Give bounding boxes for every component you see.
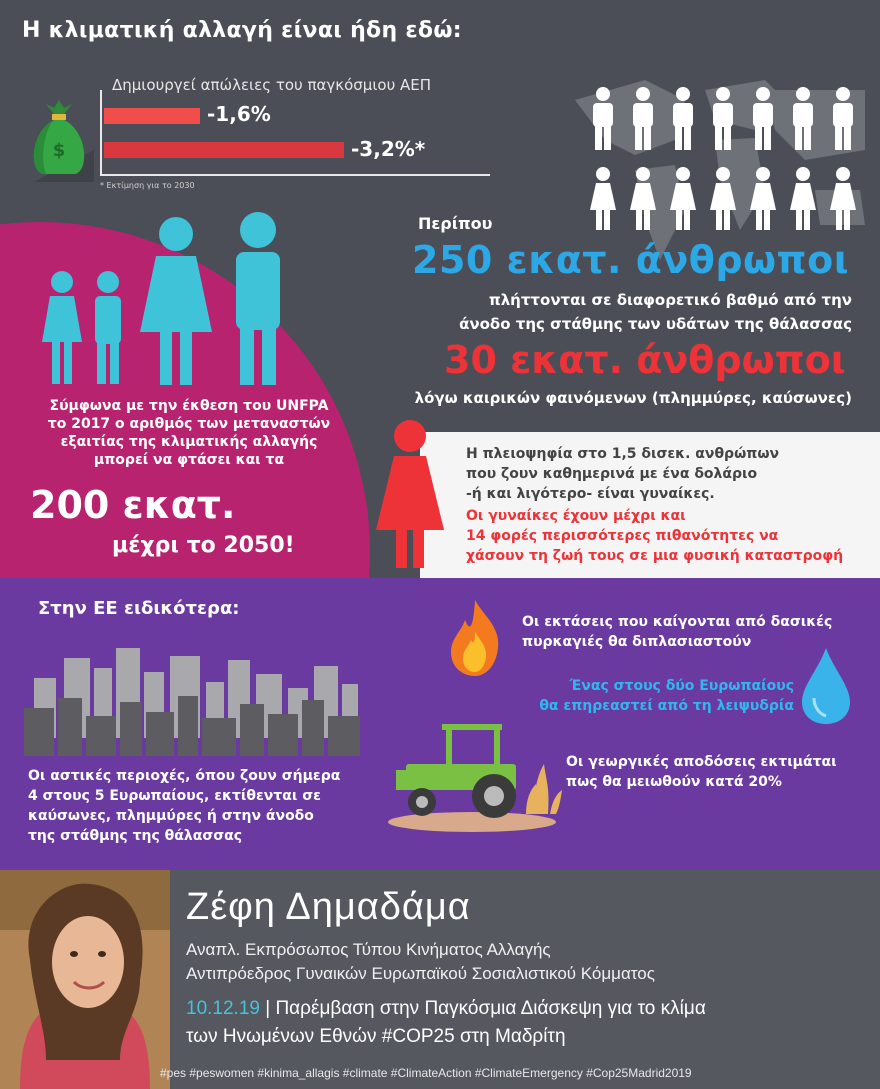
women-highlight-line: 14 φορές περισσότερες πιθανότητες να xyxy=(466,528,779,544)
fire-icon xyxy=(445,598,505,678)
gdp-bar-2020 xyxy=(104,108,200,124)
tractor-icon xyxy=(386,714,566,832)
family-icon xyxy=(40,210,300,385)
gdp-footnote: * Εκτίμηση για το 2030 xyxy=(100,181,195,190)
event-date: 10.12.19 xyxy=(186,998,260,1019)
woman-icon xyxy=(788,166,818,230)
page-title: Η κλιματική αλλαγή είναι ήδη εδώ: xyxy=(22,18,462,43)
sea-level-text: πλήττονται σε διαφορετικό βαθμό από την xyxy=(488,291,852,309)
water-drop-icon xyxy=(800,646,852,726)
eu-section-title: Στην ΕΕ ειδικότερα: xyxy=(38,598,240,619)
event-line: των Ηνωμένων Εθνών #COP25 στη Μαδρίτη xyxy=(186,1026,566,1047)
drought-line: Ένας στους δύο Ευρωπαίους xyxy=(569,678,794,694)
eu-section xyxy=(0,578,880,870)
people-row xyxy=(588,166,860,230)
svg-text:$: $ xyxy=(52,140,66,161)
wildfires-text xyxy=(522,612,832,652)
gdp-chart-subtitle: Δημιουργεί απώλειες του παγκόσμιου ΑΕΠ xyxy=(112,76,432,94)
urban-areas-line: καύσωνες, πλημμύρες ή στην άνοδο xyxy=(28,808,314,824)
agriculture-text xyxy=(566,752,837,792)
woman-icon xyxy=(370,418,450,568)
person-icon xyxy=(708,86,738,150)
women-text xyxy=(466,444,779,504)
event-line xyxy=(186,998,706,1020)
wildfires-line: πυρκαγιές θα διπλασιαστούν xyxy=(522,634,752,650)
urban-areas-line: της στάθμης της θάλασσας xyxy=(28,828,243,844)
urban-areas-text xyxy=(28,766,378,846)
speaker-name: Ζέφη Δημαδάμα xyxy=(186,886,471,928)
person-icon xyxy=(788,86,818,150)
speaker-photo xyxy=(0,870,170,1089)
woman-icon xyxy=(708,166,738,230)
sea-level-text: άνοδο της στάθμης των υδάτων της θάλασσας xyxy=(459,315,852,333)
person-icon xyxy=(748,86,778,150)
woman-icon xyxy=(828,166,858,230)
women-text-line: -ή και λιγότερο- είναι γυναίκες. xyxy=(466,486,715,502)
migrants-text-line: το 2017 ο αριθμός των μεταναστών xyxy=(47,416,331,432)
migrants-text-line: μπορεί να φτάσει και τα xyxy=(93,452,285,468)
woman-icon xyxy=(628,166,658,230)
women-text-line: Η πλειοψηφία στο 1,5 δισεκ. ανθρώπων xyxy=(466,446,780,462)
drought-line: θα επηρεαστεί από τη λειψυδρία xyxy=(539,698,794,714)
wildfires-line: Οι εκτάσεις που καίγονται από δασικές xyxy=(522,614,833,630)
weather-headline: 30 εκατ. άνθρωποι xyxy=(444,338,846,382)
sea-level-prefix: Περίπου xyxy=(418,214,493,233)
migrants-text xyxy=(34,397,344,469)
migrants-text-line: Σύμφωνα με την έκθεση του UNFPA xyxy=(49,398,329,414)
speaker-role: Αναπλ. Εκπρόσωπος Τύπου Κινήματος Αλλαγής xyxy=(186,940,551,959)
city-skyline-icon xyxy=(24,638,360,756)
woman-icon xyxy=(668,166,698,230)
drought-text xyxy=(520,676,794,716)
urban-areas-line: Οι αστικές περιοχές, όπου ζουν σήμερα xyxy=(28,768,341,784)
people-row xyxy=(588,86,860,150)
gdp-bar-2030 xyxy=(104,142,344,158)
speaker-role: Αντιπρόεδρος Γυναικών Ευρωπαϊκού Σοσιαλιστικού Κόμματος xyxy=(186,964,655,983)
person-icon xyxy=(628,86,658,150)
people-grid xyxy=(588,86,860,246)
person-icon xyxy=(828,86,858,150)
agriculture-line: πως θα μειωθούν κατά 20% xyxy=(566,774,782,790)
women-highlight-text xyxy=(466,506,843,566)
migrants-until: μέχρι το 2050! xyxy=(112,533,295,558)
sea-level-headline: 250 εκατ. άνθρωποι xyxy=(412,238,850,282)
person-icon xyxy=(668,86,698,150)
woman-icon xyxy=(748,166,778,230)
person-icon xyxy=(588,86,618,150)
migrants-headline: 200 εκατ. xyxy=(30,483,236,527)
gdp-bar-label: -3,2%* xyxy=(351,137,426,161)
women-text-line: που ζουν καθημερινά με ένα δολάριο xyxy=(466,466,758,482)
women-highlight-line: Οι γυναίκες έχουν μέχρι και xyxy=(466,508,686,524)
gdp-chart-axis xyxy=(100,90,102,176)
gdp-chart-baseline xyxy=(100,174,490,176)
weather-text: λόγω καιρικών φαινόμενων (πλημμύρες, καύσωνες) xyxy=(414,389,852,407)
money-bag-icon xyxy=(24,90,94,182)
migrants-text-line: εξαιτίας της κλιματικής αλλαγής xyxy=(60,434,318,450)
hashtags: #pes #peswomen #kinima_allagis #climate #ClimateAction #ClimateEmergency #Cop25Madrid2019 xyxy=(160,1066,692,1080)
speaker-profile xyxy=(0,870,880,1089)
gdp-bar-label: -1,6% xyxy=(207,102,271,126)
urban-areas-line: 4 στους 5 Ευρωπαίους, εκτίθενται σε xyxy=(28,788,321,804)
women-highlight-line: χάσουν τη ζωή τους σε μια φυσική καταστροφή xyxy=(466,548,844,564)
agriculture-line: Οι γεωργικές αποδόσεις εκτιμάται xyxy=(566,754,837,770)
event-text: | Παρέμβαση στην Παγκόσμια Διάσκεψη για το κλίμα xyxy=(259,998,706,1019)
woman-icon xyxy=(588,166,618,230)
